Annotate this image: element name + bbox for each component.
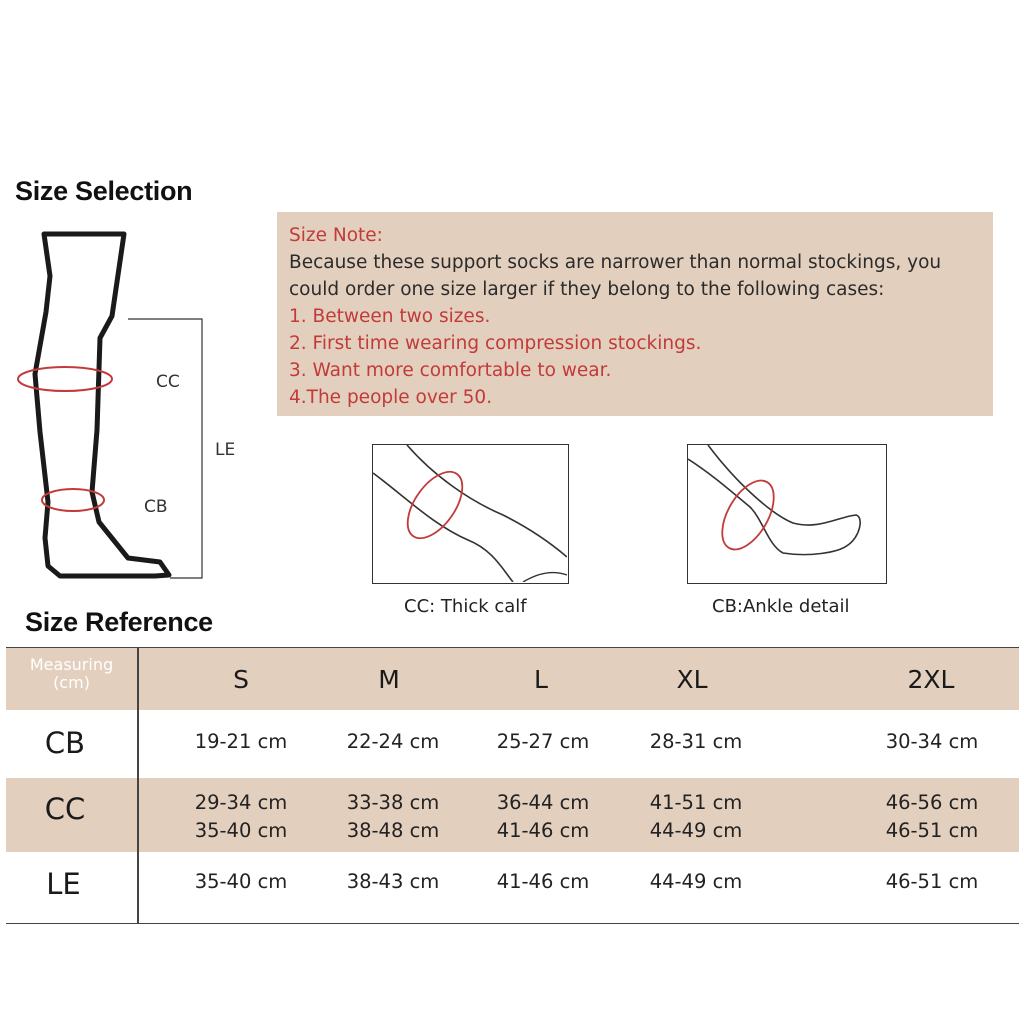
table-row-le [6,852,1019,923]
table-header-row [6,648,1019,710]
row-label-cb: CB [44,726,86,760]
size-2xl-header: 2XL [907,665,955,694]
label-cb: CB [144,497,168,517]
ankle-sketch-icon [688,445,885,582]
size-m-header: M [378,665,400,694]
table-row-cb [6,710,1019,778]
table-cell: 46-56 cm [885,791,979,814]
table-cell: 44-49 cm [649,870,743,893]
size-xl-header: XL [676,665,708,694]
caption-thick-calf: CC: Thick calf [404,596,527,617]
table-cell: 28-31 cm [649,730,743,753]
leg-outline-icon [35,234,169,576]
size-note-box [277,212,993,416]
ankle-detail-illustration [687,444,887,584]
caption-ankle-detail: CB:Ankle detail [712,596,850,617]
table-cell: 22-24 cm [346,730,440,753]
table-cell: 41-51 cm [649,791,743,814]
table-cell: 36-44 cm [496,791,590,814]
size-selection-heading: Size Selection [15,176,193,206]
note-body-line1: Because these support socks are narrower than normal stockings, you [289,252,942,273]
note-case-2: 2. First time wearing compression stockings. [289,333,702,354]
table-cell: 41-46 cm [496,870,590,893]
table-cell: 41-46 cm [496,819,590,842]
row-label-cc: CC [44,792,86,826]
label-cc: CC [156,372,180,392]
table-cell: 25-27 cm [496,730,590,753]
le-bracket-icon [128,319,202,578]
table-cell: 30-34 cm [885,730,979,753]
table-cell: 46-51 cm [885,870,979,893]
table-cell: 33-38 cm [346,791,440,814]
row-label-le: LE [46,867,81,901]
table-divider [137,648,139,923]
calf-sketch-icon [373,445,567,582]
size-s-header: S [233,665,249,694]
table-cell: 35-40 cm [194,819,288,842]
leg-diagram [0,220,260,600]
table-cell: 38-48 cm [346,819,440,842]
note-title: Size Note: [289,225,383,246]
thick-calf-illustration [372,444,569,584]
table-cell: 29-34 cm [194,791,288,814]
size-reference-heading: Size Reference [25,607,213,637]
table-cell: 46-51 cm [885,819,979,842]
note-case-3: 3. Want more comfortable to wear. [289,360,612,381]
size-reference-table [6,647,1019,924]
table-cell: 38-43 cm [346,870,440,893]
table-cell: 35-40 cm [194,870,288,893]
table-row-cc [6,778,1019,852]
note-case-4: 4.The people over 50. [289,387,493,408]
note-case-1: 1. Between two sizes. [289,306,491,327]
measuring-header: Measuring (cm) [29,655,114,692]
note-body-line2: could order one size larger if they belong to the following cases: [289,279,885,300]
size-l-header: L [534,665,548,694]
table-cell: 19-21 cm [194,730,288,753]
table-cell: 44-49 cm [649,819,743,842]
label-le: LE [215,440,236,460]
